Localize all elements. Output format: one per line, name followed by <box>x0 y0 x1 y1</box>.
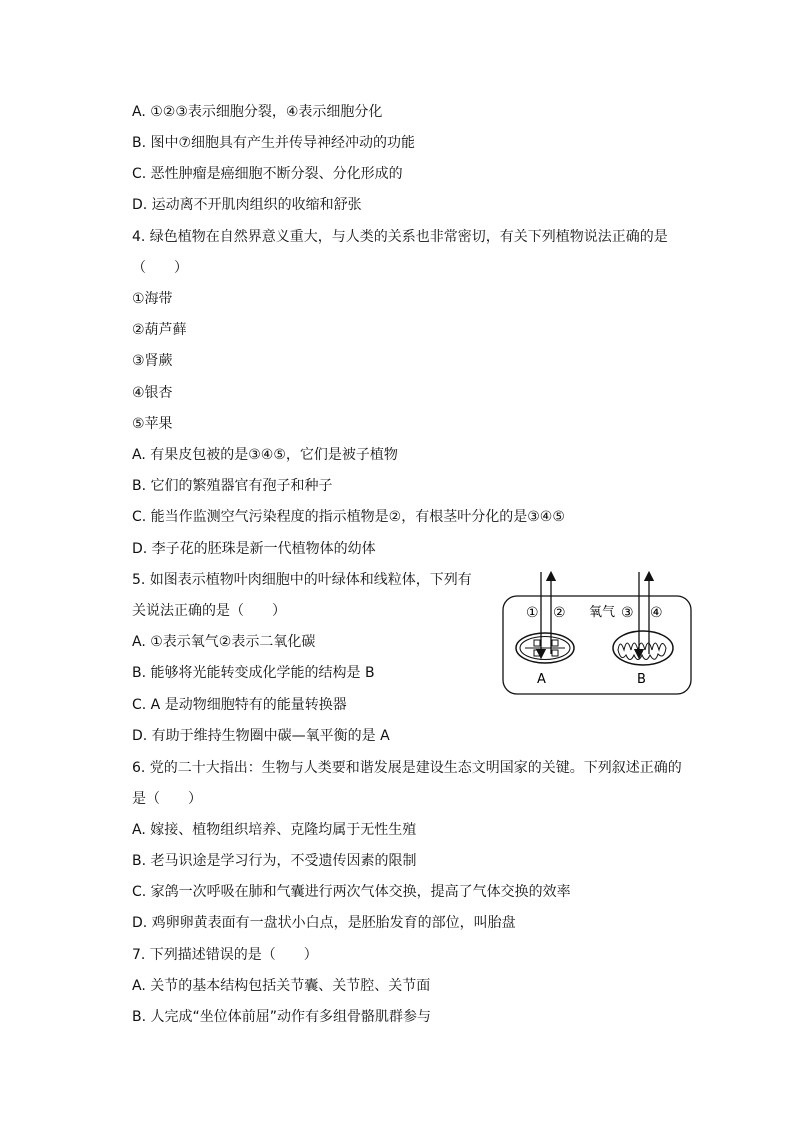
chloroplast-mitochondria-diagram <box>500 568 700 698</box>
diagram-svg <box>500 568 700 698</box>
text-line: D. 李子花的胚珠是新一代植物体的幼体 <box>132 541 376 557</box>
text-line: ②葫芦藓 <box>132 322 187 338</box>
text-line: C. A 是动物细胞特有的能量转换器 <box>132 697 347 713</box>
text-line: B. 能够将光能转变成化学能的结构是 B <box>132 665 375 681</box>
text-line: C. 恶性肿瘤是癌细胞不断分裂、分化形成的 <box>132 166 403 182</box>
text-line: A. ①表示氧气②表示二氧化碳 <box>132 634 316 650</box>
label-b: B <box>637 672 646 687</box>
label-4: ④ <box>650 605 663 621</box>
text-line: A. 有果皮包被的是③④⑤，它们是被子植物 <box>132 447 398 463</box>
text-line: A. ①②③表示细胞分裂，④表示细胞分化 <box>132 104 383 120</box>
text-line: D. 鸡卵卵黄表面有一盘状小白点，是胚胎发育的部位，叫胎盘 <box>132 915 516 931</box>
text-line: C. 能当作监测空气污染程度的指示植物是②，有根茎叶分化的是③④⑤ <box>132 509 565 525</box>
text-line: B. 图中⑦细胞具有产生并传导神经冲动的功能 <box>132 135 416 151</box>
question-6-stem: 6. 党的二十大指出：生物与人类要和谐发展是建设生态文明国家的关键。下列叙述正确的 <box>132 760 682 776</box>
text-line: ①海带 <box>132 291 173 307</box>
question-4-stem: 4. 绿色植物在自然界意义重大，与人类的关系也非常密切，有关下列植物说法正确的是 <box>132 229 668 245</box>
text-line: ⑤苹果 <box>132 416 173 432</box>
mitochondrion-b <box>613 631 673 665</box>
text-line: D. 运动离不开肌肉组织的收缩和舒张 <box>132 197 362 213</box>
chloroplast-a <box>516 633 574 663</box>
text-line: D. 有助于维持生物圈中碳—氧平衡的是 A <box>132 728 390 744</box>
label-3: ③ <box>621 605 634 621</box>
text-line: C. 家鸽一次呼吸在肺和气囊进行两次气体交换，提高了气体交换的效率 <box>132 884 571 900</box>
answer-blank: 是（ ） <box>132 791 202 807</box>
question-7-stem: 7. 下列描述错误的是（ ） <box>132 947 318 963</box>
text-line: ③肾蕨 <box>132 353 173 369</box>
text-line: B. 老马识途是学习行为，不受遗传因素的限制 <box>132 853 417 869</box>
label-a: A <box>537 672 546 687</box>
text-line: ④银杏 <box>132 385 173 401</box>
text-line: 关说法正确的是（ ） <box>132 603 286 619</box>
text-line: A. 嫁接、植物组织培养、克隆均属于无性生殖 <box>132 822 417 838</box>
text-line: B. 人完成“坐位体前屈”动作有多组骨骼肌群参与 <box>132 1009 432 1025</box>
answer-blank: （ ） <box>132 260 188 276</box>
question-5-stem: 5. 如图表示植物叶肉细胞中的叶绿体和线粒体，下列有 <box>132 572 472 588</box>
text-line: A. 关节的基本结构包括关节囊、关节腔、关节面 <box>132 978 431 994</box>
label-1: ① <box>526 605 539 621</box>
label-2: ② <box>553 605 566 621</box>
label-gas: 氧气 <box>589 605 616 620</box>
text-line: B. 它们的繁殖器官有孢子和种子 <box>132 478 333 494</box>
